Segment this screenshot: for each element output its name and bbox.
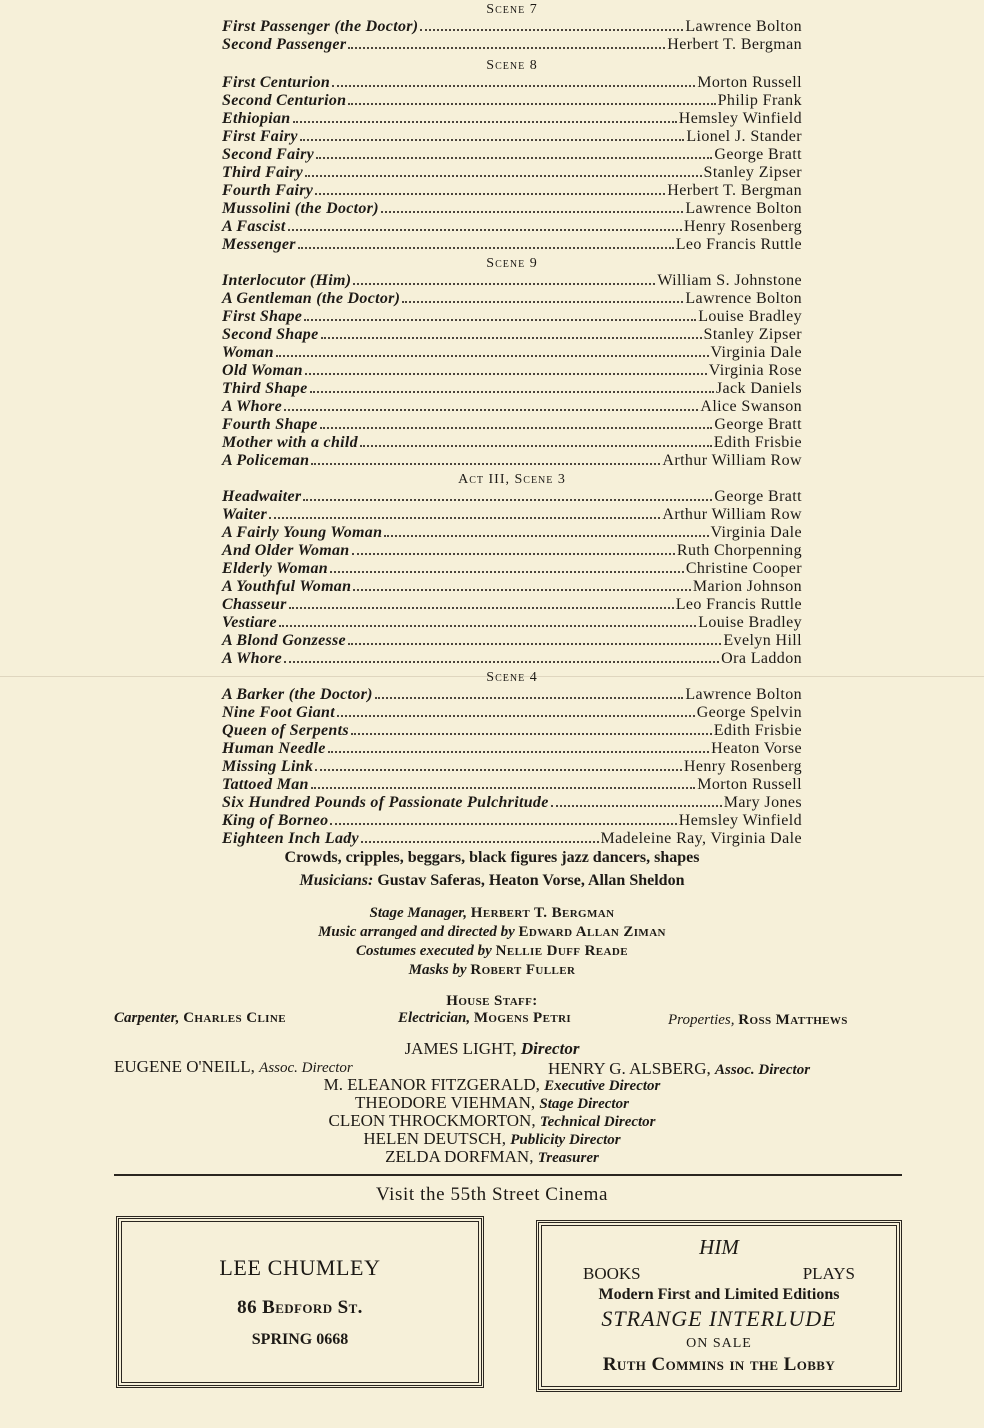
cast-row xyxy=(222,110,802,128)
actor-name: Ruth Chorpenning xyxy=(676,542,802,559)
dot-leader xyxy=(305,175,701,177)
actor-name: Virginia Dale xyxy=(710,524,802,541)
cast-row xyxy=(222,686,802,704)
cast-row xyxy=(222,200,802,218)
actor-name: Stanley Zipser xyxy=(703,326,802,343)
character-name: Fourth Shape xyxy=(222,416,318,433)
dot-leader xyxy=(284,661,719,663)
actor-name: Ora Laddon xyxy=(721,650,802,667)
scene-heading: Act III, Scene 3 xyxy=(458,472,566,487)
ad-right-on-sale: ON SALE xyxy=(686,1336,752,1351)
actor-name: Arthur William Row xyxy=(662,452,802,469)
character-name: A Whore xyxy=(222,398,283,415)
cast-row xyxy=(222,344,802,362)
cast-row xyxy=(222,560,802,578)
house-staff-properties: Properties, Ross Matthews xyxy=(668,1012,848,1028)
dot-leader xyxy=(352,553,675,555)
ad-left-address: 86 Bedford St. xyxy=(237,1297,363,1318)
actor-name: George Spelvin xyxy=(696,704,802,721)
actor-name: Lawrence Bolton xyxy=(685,290,802,307)
actor-name: Jack Daniels xyxy=(715,380,802,397)
director-entry: THEODORE VIEHMAN, Stage Director xyxy=(355,1093,629,1112)
character-name: Vestiare xyxy=(222,614,277,631)
dot-leader xyxy=(348,103,715,105)
character-name: First Centurion xyxy=(222,74,331,91)
cast-row xyxy=(222,74,802,92)
actor-name: Lionel J. Stander xyxy=(686,128,802,145)
director-light: JAMES LIGHT, Director xyxy=(404,1039,580,1058)
dot-leader xyxy=(279,625,696,627)
ad-right-editions: Modern First and Limited Editions xyxy=(598,1286,840,1303)
dot-leader xyxy=(348,47,665,49)
dot-leader xyxy=(353,589,691,591)
cast-section xyxy=(222,470,802,668)
dot-leader xyxy=(361,841,599,843)
character-name: First Shape xyxy=(222,308,303,325)
cast-row xyxy=(222,182,802,200)
cast-row xyxy=(222,380,802,398)
dot-leader xyxy=(311,787,696,789)
character-name: Second Passenger xyxy=(222,36,347,53)
director-oneill: EUGENE O'NEILL, Assoc. Director xyxy=(114,1057,353,1076)
cast-row xyxy=(222,830,802,848)
cast-row xyxy=(222,146,802,164)
director-entry: ZELDA DORFMAN, Treasurer xyxy=(385,1147,599,1166)
cast-row xyxy=(222,488,802,506)
dot-leader xyxy=(330,571,684,573)
house-staff-title: House Staff: xyxy=(446,993,538,1009)
dot-leader xyxy=(420,29,683,31)
ad-right-title: HIM xyxy=(699,1235,739,1259)
actor-name: Philip Frank xyxy=(717,92,802,109)
cast-row xyxy=(222,218,802,236)
character-name: Chasseur xyxy=(222,596,287,613)
ad-left-name: LEE CHUMLEY xyxy=(219,1255,381,1280)
actor-name: Leo Francis Ruttle xyxy=(675,236,802,253)
dot-leader xyxy=(328,751,710,753)
cast-row xyxy=(222,398,802,416)
character-name: A Whore xyxy=(222,650,283,667)
dot-leader xyxy=(360,445,712,447)
actor-name: George Bratt xyxy=(714,488,802,505)
actor-name: Arthur William Row xyxy=(662,506,802,523)
actor-name: Lawrence Bolton xyxy=(685,200,802,217)
character-name: A Blond Gonzesse xyxy=(222,632,346,649)
dot-leader xyxy=(293,121,677,123)
actor-name: Virginia Rose xyxy=(708,362,802,379)
director-alsberg: HENRY G. ALSBERG, Assoc. Director xyxy=(548,1059,811,1078)
dot-leader xyxy=(321,337,702,339)
dot-leader xyxy=(316,157,712,159)
production-credit: Stage Manager, Herbert T. Bergman xyxy=(369,905,615,921)
character-name: Tattoed Man xyxy=(222,776,309,793)
dot-leader xyxy=(310,391,714,393)
actor-name: Lawrence Bolton xyxy=(685,686,802,703)
character-name: A Fascist xyxy=(222,218,286,235)
cast-row xyxy=(222,776,802,794)
character-name: A Youthful Woman xyxy=(222,578,352,595)
character-name: Queen of Serpents xyxy=(222,722,349,739)
actor-name: Heaton Vorse xyxy=(711,740,802,757)
ad-lee-chumley xyxy=(116,1216,484,1388)
cast-row xyxy=(222,18,802,36)
house-staff-electrician: Electrician, Mogens Petri xyxy=(398,1010,572,1026)
scene-heading: Scene 4 xyxy=(486,670,538,685)
actor-name: Madeleine Ray, Virginia Dale xyxy=(600,830,802,847)
house-staff-carpenter: Carpenter, Charles Cline xyxy=(114,1010,286,1026)
character-name: Ethiopian xyxy=(222,110,291,127)
ad-left-phone: SPRING 0668 xyxy=(251,1331,349,1348)
scene-heading: Scene 9 xyxy=(486,256,538,271)
dot-leader xyxy=(305,373,707,375)
character-name: Second Fairy xyxy=(222,146,315,163)
character-name: Second Shape xyxy=(222,326,319,343)
cast-row xyxy=(222,452,802,470)
actor-name: Stanley Zipser xyxy=(703,164,802,181)
actor-name: Hemsley Winfield xyxy=(678,110,802,127)
actor-name: Edith Frisbie xyxy=(713,434,802,451)
production-credit: Masks by Robert Fuller xyxy=(408,962,576,978)
dot-leader xyxy=(276,355,709,357)
cast-section xyxy=(222,56,802,254)
cast-row xyxy=(222,362,802,380)
actor-name: Mary Jones xyxy=(723,794,802,811)
character-name: Elderly Woman xyxy=(222,560,328,577)
director-entry: M. ELEANOR FITZGERALD, Executive Director xyxy=(323,1075,661,1094)
dot-leader xyxy=(269,517,660,519)
character-name: Missing Link xyxy=(222,758,314,775)
scene-heading: Scene 7 xyxy=(486,2,538,17)
character-name: First Passenger (the Doctor) xyxy=(222,18,419,35)
character-name: Third Shape xyxy=(222,380,308,397)
actor-name: Herbert T. Bergman xyxy=(667,182,802,199)
actor-name: Hemsley Winfield xyxy=(678,812,802,829)
cast-row xyxy=(222,92,802,110)
actor-name: Leo Francis Ruttle xyxy=(675,596,802,613)
actor-name: Herbert T. Bergman xyxy=(667,36,802,53)
cast-row xyxy=(222,758,802,776)
dot-leader xyxy=(332,85,695,87)
production-credit: Music arranged and directed by Edward Allan Ziman xyxy=(318,924,666,940)
ad-right-feature: STRANGE INTERLUDE xyxy=(601,1306,837,1331)
dot-leader xyxy=(320,427,713,429)
dot-leader xyxy=(298,247,674,249)
character-name: A Fairly Young Woman xyxy=(222,524,383,541)
actor-name: George Bratt xyxy=(714,146,802,163)
actor-name: Henry Rosenberg xyxy=(683,218,802,235)
musicians-label: Musicians: xyxy=(299,872,374,889)
cast-row xyxy=(222,596,802,614)
cast-row xyxy=(222,326,802,344)
actor-name: Morton Russell xyxy=(697,776,802,793)
cast-row xyxy=(222,740,802,758)
character-name: A Policeman xyxy=(222,452,310,469)
dot-leader xyxy=(402,301,683,303)
actor-name: Virginia Dale xyxy=(710,344,802,361)
dot-leader xyxy=(289,607,674,609)
director-entry: CLEON THROCKMORTON, Technical Director xyxy=(328,1111,656,1130)
character-name: Mother with a child xyxy=(222,434,358,451)
cast-row xyxy=(222,290,802,308)
actor-name: Alice Swanson xyxy=(700,398,802,415)
dot-leader xyxy=(311,463,660,465)
cast-row xyxy=(222,524,802,542)
character-name: A Gentleman (the Doctor) xyxy=(222,290,401,307)
director-entry: HELEN DEUTSCH, Publicity Director xyxy=(363,1129,621,1148)
character-name: King of Borneo xyxy=(222,812,329,829)
cast-row xyxy=(222,614,802,632)
character-name: Waiter xyxy=(222,506,268,523)
dot-leader xyxy=(351,733,712,735)
cast-row xyxy=(222,704,802,722)
character-name: Interlocutor (Him) xyxy=(222,272,352,289)
character-name: Mussolini (the Doctor) xyxy=(222,200,379,217)
actor-name: Louise Bradley xyxy=(698,614,802,631)
cast-row xyxy=(222,650,802,668)
character-name: Nine Foot Giant xyxy=(222,704,335,721)
cast-section xyxy=(222,668,802,848)
cast-row xyxy=(222,794,802,812)
actor-name: Evelyn Hill xyxy=(723,632,802,649)
character-name: Human Needle xyxy=(222,740,326,757)
dot-leader xyxy=(303,499,712,501)
cast-row xyxy=(222,434,802,452)
cast-row xyxy=(222,506,802,524)
character-name: And Older Woman xyxy=(222,542,350,559)
actor-name: Edith Frisbie xyxy=(713,722,802,739)
dot-leader xyxy=(348,643,721,645)
actor-name: Louise Bradley xyxy=(698,308,802,325)
dot-leader xyxy=(337,715,695,717)
dot-leader xyxy=(330,823,676,825)
dot-leader xyxy=(353,283,655,285)
character-name: A Barker (the Doctor) xyxy=(222,686,373,703)
cast-section xyxy=(222,0,802,54)
dot-leader xyxy=(375,697,684,699)
actor-name: William S. Johnstone xyxy=(657,272,802,289)
actor-name: Morton Russell xyxy=(697,74,802,91)
musicians-line xyxy=(0,872,984,890)
crowds-line: Crowds, cripples, beggars, black figures jazz dancers, shapes xyxy=(284,849,700,866)
character-name: Third Fairy xyxy=(222,164,304,181)
cast-row xyxy=(222,36,802,54)
ad-right-seller: Ruth Commins in the Lobby xyxy=(602,1354,836,1375)
character-name: First Fairy xyxy=(222,128,298,145)
actor-name: Marion Johnson xyxy=(692,578,802,595)
ad-him-books xyxy=(536,1220,902,1392)
actor-name: George Bratt xyxy=(714,416,802,433)
cast-row xyxy=(222,542,802,560)
dot-leader xyxy=(315,193,665,195)
cast-row xyxy=(222,416,802,434)
character-name: Messenger xyxy=(222,236,296,253)
actor-name: Henry Rosenberg xyxy=(683,758,802,775)
cast-row xyxy=(222,722,802,740)
cast-row xyxy=(222,236,802,254)
dot-leader xyxy=(551,805,722,807)
cast-row xyxy=(222,128,802,146)
ad-right-books-plays: BOOKS PLAYS xyxy=(583,1264,855,1283)
dot-leader xyxy=(284,409,698,411)
dot-leader xyxy=(300,139,685,141)
cast-row xyxy=(222,272,802,290)
actor-name: Christine Cooper xyxy=(685,560,802,577)
dot-leader xyxy=(304,319,696,321)
cast-row xyxy=(222,812,802,830)
dot-leader xyxy=(315,769,682,771)
cinema-line: Visit the 55th Street Cinema xyxy=(375,1184,608,1205)
character-name: Second Centurion xyxy=(222,92,347,109)
cast-row xyxy=(222,164,802,182)
cast-row xyxy=(222,632,802,650)
dot-leader xyxy=(381,211,684,213)
dot-leader xyxy=(384,535,708,537)
character-name: Old Woman xyxy=(222,362,303,379)
character-name: Woman xyxy=(222,344,274,361)
divider-rule xyxy=(114,1174,902,1176)
cast-section xyxy=(222,254,802,470)
character-name: Fourth Fairy xyxy=(222,182,314,199)
scene-heading: Scene 8 xyxy=(486,58,538,73)
cast-row xyxy=(222,308,802,326)
character-name: Eighteen Inch Lady xyxy=(222,830,359,847)
dot-leader xyxy=(288,229,682,231)
character-name: Headwaiter xyxy=(222,488,302,505)
cast-row xyxy=(222,578,802,596)
production-credit: Costumes executed by Nellie Duff Reade xyxy=(356,943,628,959)
musicians-names: Gustav Saferas, Heaton Vorse, Allan Sheldon xyxy=(377,872,685,889)
character-name: Six Hundred Pounds of Passionate Pulchritude xyxy=(222,794,549,811)
actor-name: Lawrence Bolton xyxy=(685,18,802,35)
